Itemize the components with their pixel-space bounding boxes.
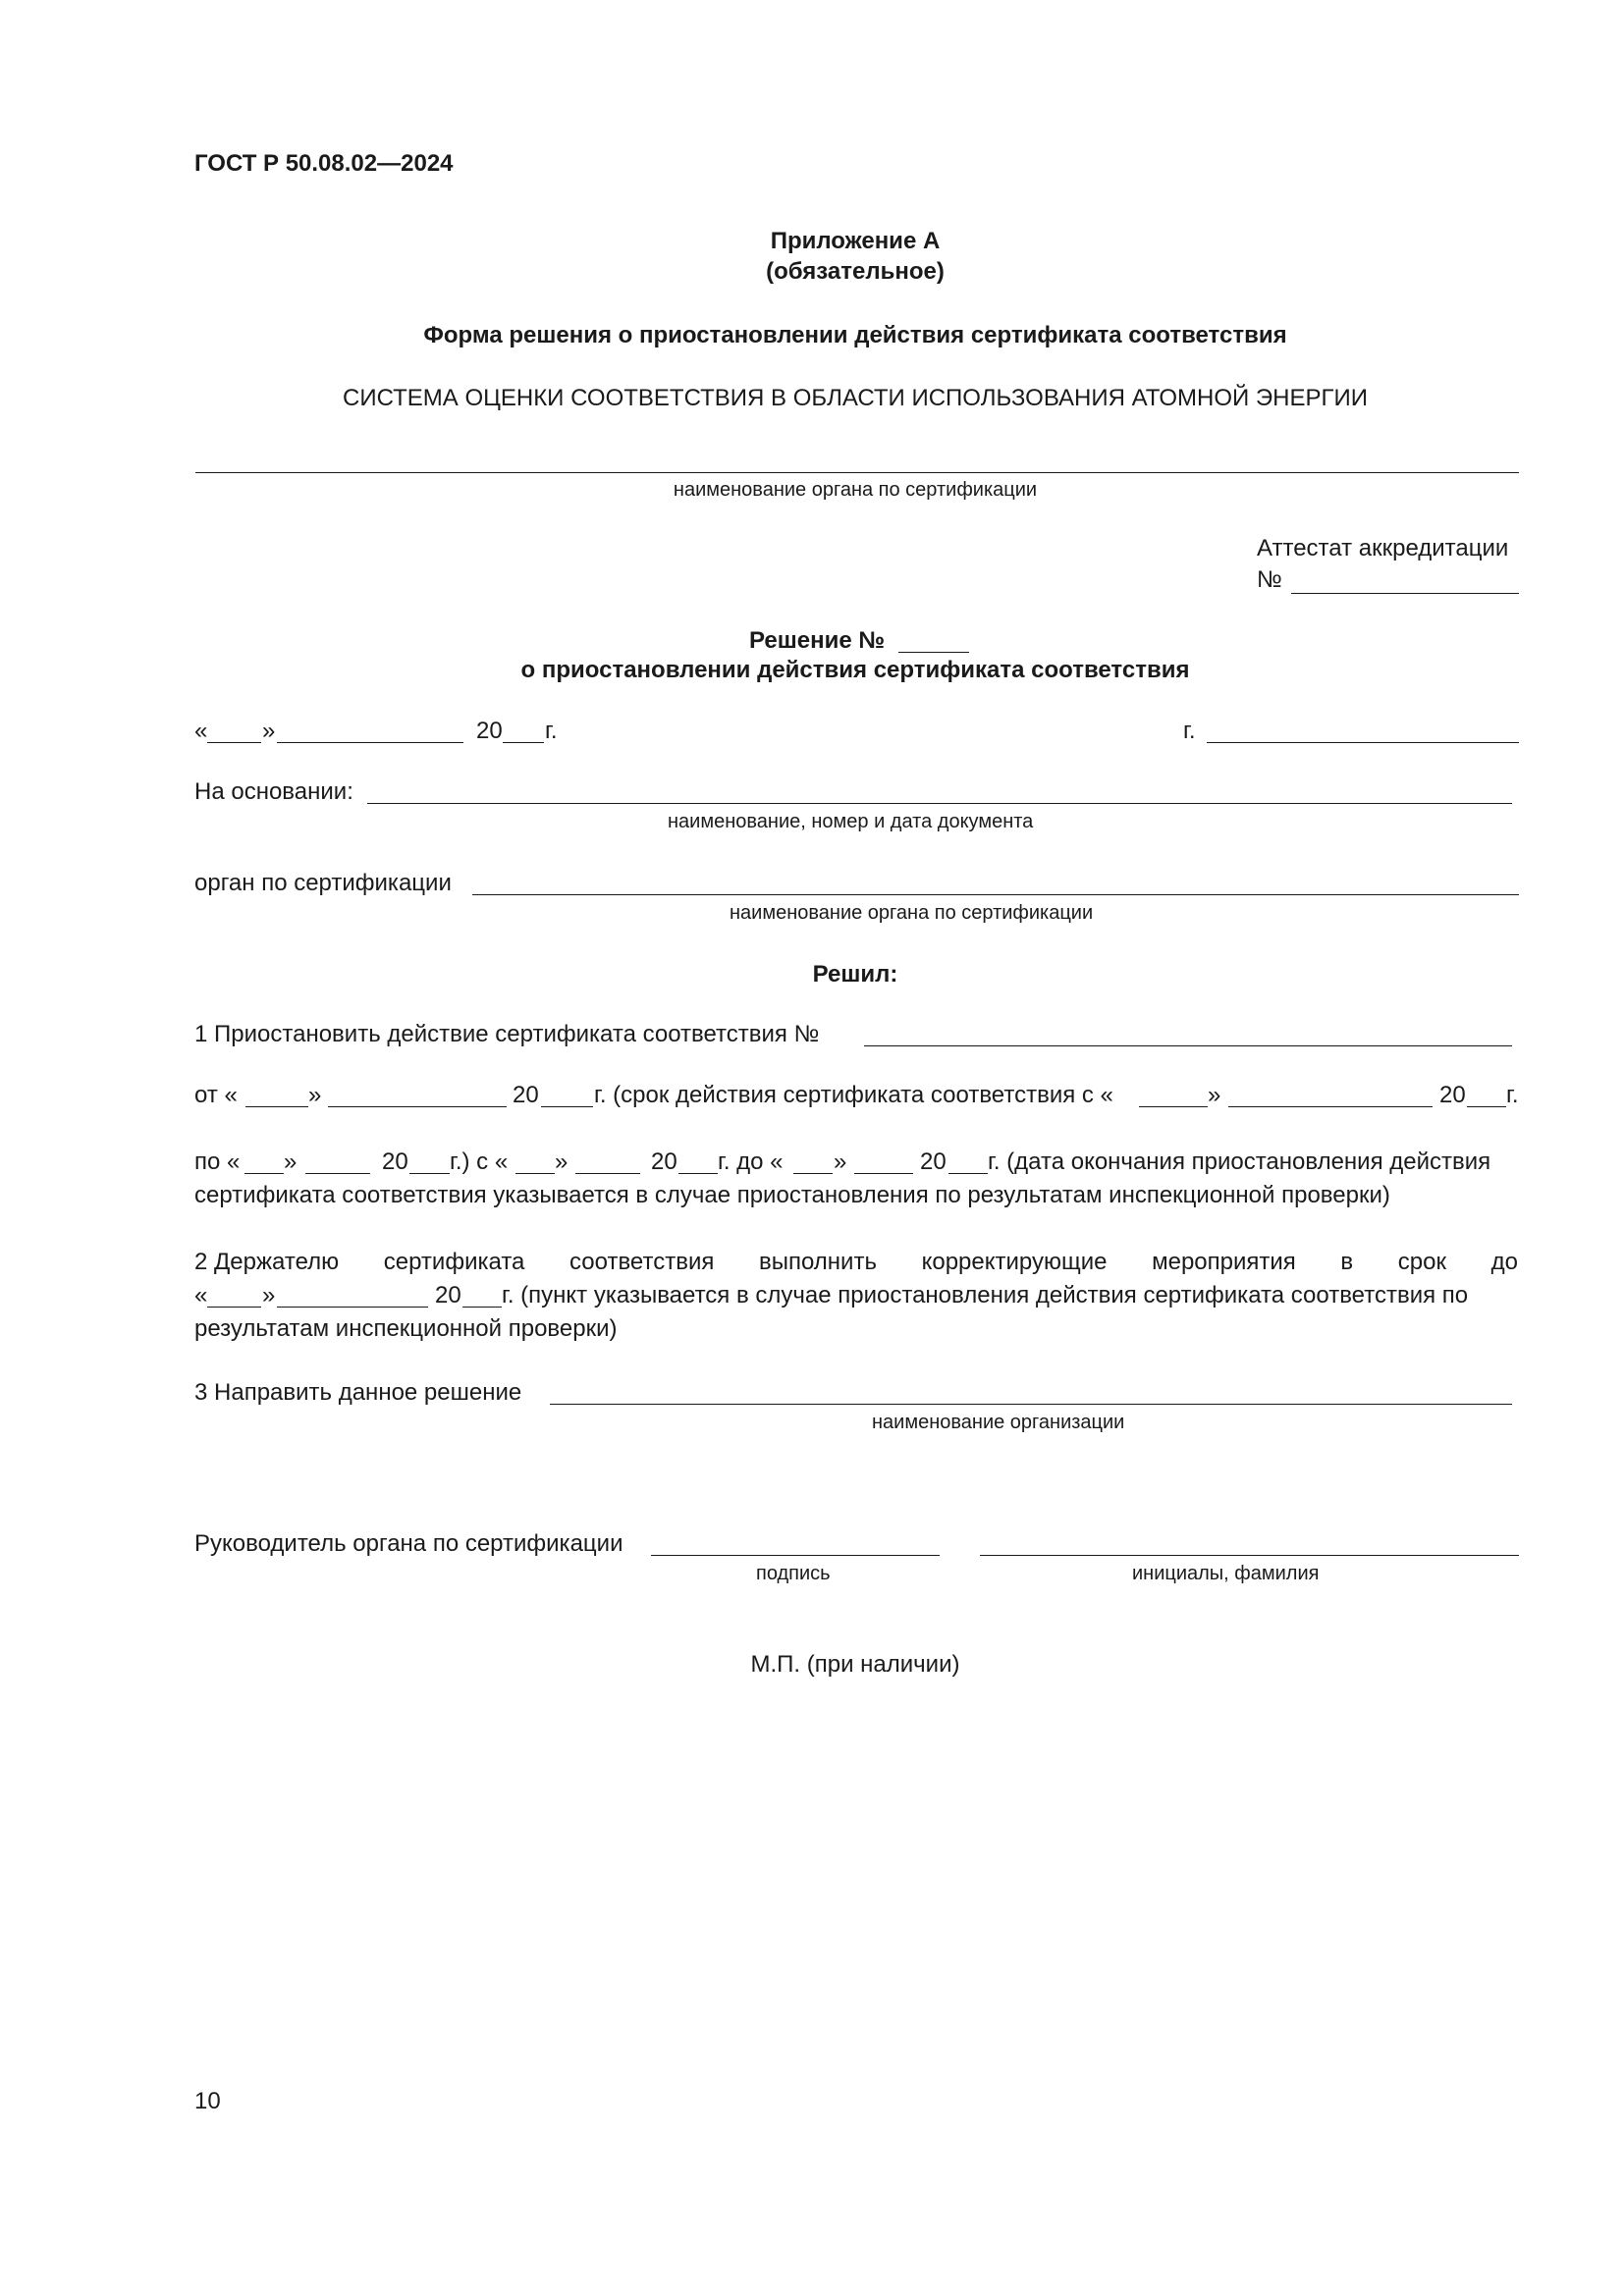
item2-word: до: [1490, 1249, 1518, 1275]
item1-suspend-from-year-line: [678, 1173, 718, 1174]
item1-validity-year-suffix: г.: [1506, 1082, 1519, 1108]
item1-suspend-from-close-quote: »: [555, 1148, 568, 1175]
signature-line: [651, 1555, 940, 1556]
item1-to-month-line: [305, 1173, 370, 1174]
date-month-line: [277, 742, 463, 743]
item2-year-line: [462, 1307, 502, 1308]
item1-from-month-line: [328, 1106, 507, 1107]
page-number: 10: [194, 2088, 221, 2114]
item2-first-line: [194, 1249, 1518, 1276]
item1-to-close-quote: »: [284, 1148, 298, 1175]
item1-validity-close-quote: »: [1208, 1082, 1221, 1108]
decision-title: Решение №: [749, 627, 886, 654]
signature-caption: подпись: [756, 1563, 831, 1584]
item2-word: сертификата: [383, 1249, 525, 1275]
item1-suspend-until-close-quote: »: [834, 1148, 847, 1175]
basis-caption: наименование, номер и дата документа: [668, 811, 1034, 832]
item1-suspend-until-year-prefix: 20: [920, 1148, 947, 1175]
date-open-quote: «: [194, 718, 208, 744]
item1-from-year-line: [541, 1106, 593, 1107]
item1-text: 1 Приостановить действие сертификата соответствия №: [194, 1021, 820, 1047]
item1-suspend-from-label: г.) с «: [450, 1148, 509, 1175]
item1-to-year-prefix: 20: [382, 1148, 408, 1175]
item3-caption: наименование организации: [872, 1412, 1125, 1433]
item1-cert-number-line: [864, 1045, 1512, 1046]
item3-text: 3 Направить данное решение: [194, 1379, 522, 1406]
item2-word: соответствия: [569, 1249, 715, 1275]
stamp-note: М.П. (при наличии): [750, 1651, 960, 1678]
resolved-heading: Решил:: [812, 961, 898, 988]
city-label: г.: [1183, 718, 1196, 744]
name-caption: инициалы, фамилия: [1132, 1563, 1320, 1584]
item1-end-date-note: г. (дата окончания приостановления действия: [988, 1148, 1491, 1175]
item1-validity-day-line: [1139, 1106, 1208, 1107]
cert-body-name-line: [195, 472, 1519, 473]
item1-validity-year-prefix: 20: [1439, 1082, 1466, 1108]
form-title: Форма решения о приостановлении действия сертификата соответствия: [423, 322, 1287, 348]
accreditation-number-label: №: [1257, 566, 1282, 593]
item1-validity-year-line: [1467, 1106, 1506, 1107]
item2-month-line: [277, 1307, 428, 1308]
item2-note: г. (пункт указывается в случае приостановления действия сертификата соответствия по: [502, 1282, 1469, 1308]
item1-to-label: по «: [194, 1148, 241, 1175]
item1-to-day-line: [244, 1173, 284, 1174]
item1-from-day-line: [245, 1106, 308, 1107]
name-line: [980, 1555, 1519, 1556]
item1-suspend-until-label: г. до «: [718, 1148, 784, 1175]
item1-suspend-until-month-line: [854, 1173, 913, 1174]
item1-from-label: от «: [194, 1082, 238, 1108]
signature-label: Руководитель органа по сертификации: [194, 1530, 623, 1557]
accreditation-number-line: [1291, 593, 1519, 594]
cert-body-line-caption: наименование органа по сертификации: [730, 902, 1094, 924]
item2-word: корректирующие: [921, 1249, 1108, 1275]
item2-word: выполнить: [758, 1249, 877, 1275]
item1-suspend-from-year-prefix: 20: [651, 1148, 677, 1175]
item2-word: в: [1340, 1249, 1354, 1275]
appendix-title: Приложение А: [770, 228, 941, 254]
basis-line: [367, 803, 1512, 804]
cert-body-line: [472, 894, 1519, 895]
document-code: ГОСТ Р 50.08.02—2024: [194, 150, 454, 177]
item2-word: мероприятия: [1152, 1249, 1296, 1275]
date-close-quote: »: [262, 718, 276, 744]
item3-recipient-line: [550, 1404, 1512, 1405]
item2-word: срок: [1397, 1249, 1446, 1275]
city-line: [1207, 742, 1519, 743]
item1-from-year-prefix: 20: [513, 1082, 539, 1108]
item1-from-close-quote: »: [308, 1082, 322, 1108]
item2-open-quote: «: [194, 1282, 208, 1308]
item2-day-line: [207, 1307, 261, 1308]
item2-close-quote: »: [262, 1282, 276, 1308]
cert-body-label: орган по сертификации: [194, 870, 452, 896]
decision-subtitle: о приостановлении действия сертификата соответствия: [520, 657, 1190, 683]
item1-suspend-from-month-line: [575, 1173, 640, 1174]
date-year-suffix: г.: [545, 718, 558, 744]
date-year-line: [503, 742, 544, 743]
date-day-line: [207, 742, 261, 743]
item1-validity-text: г. (срок действия сертификата соответствия с «: [594, 1082, 1113, 1108]
date-year-prefix: 20: [476, 718, 503, 744]
decision-number-line: [898, 652, 969, 653]
item1-suspend-from-day-line: [515, 1173, 555, 1174]
cert-body-caption: наименование органа по сертификации: [673, 479, 1038, 501]
accreditation-label: Аттестат аккредитации: [1257, 535, 1509, 561]
item2-note-end: результатам инспекционной проверки): [194, 1315, 618, 1342]
item1-suspend-until-year-line: [948, 1173, 988, 1174]
system-title: СИСТЕМА ОЦЕНКИ СООТВЕТСТВИЯ В ОБЛАСТИ ИСПОЛЬЗОВАНИЯ АТОМНОЙ ЭНЕРГИИ: [342, 385, 1369, 411]
item1-to-year-line: [409, 1173, 450, 1174]
item2-word: 2 Держателю: [194, 1249, 340, 1275]
appendix-status: (обязательное): [766, 258, 945, 285]
item1-note-line: сертификата соответствия указывается в случае приостановления по результатам инспекционной проверки): [194, 1182, 1390, 1208]
item1-validity-month-line: [1228, 1106, 1433, 1107]
basis-label: На основании:: [194, 778, 353, 805]
item2-year-prefix: 20: [435, 1282, 461, 1308]
item1-suspend-until-day-line: [793, 1173, 833, 1174]
